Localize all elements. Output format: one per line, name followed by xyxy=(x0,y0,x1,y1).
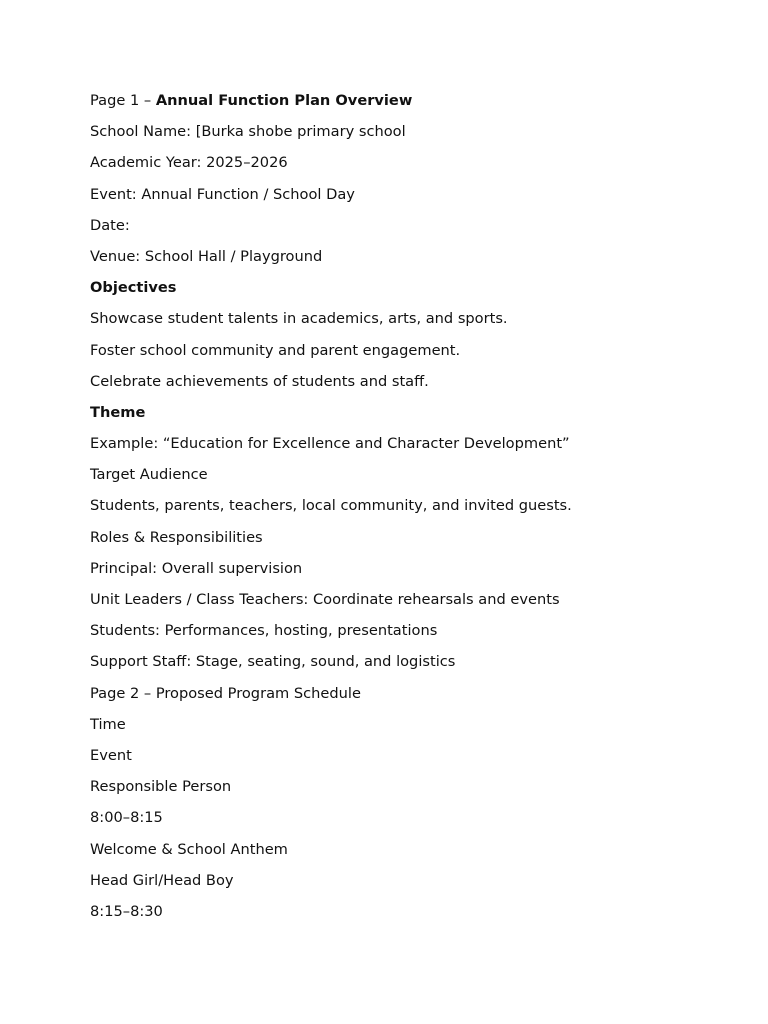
page1-prefix: Page 1 – xyxy=(90,92,156,109)
school-name: School Name: [Burka shobe primary school xyxy=(90,123,406,141)
schedule-header-responsible: Responsible Person xyxy=(90,778,232,796)
academic-year: Academic Year: 2025–2026 xyxy=(90,154,288,172)
objective-item: Celebrate achievements of students and staff. xyxy=(90,372,429,390)
target-audience-heading: Target Audience xyxy=(90,466,208,484)
role-item: Students: Performances, hosting, presentations xyxy=(90,622,438,640)
objective-item: Foster school community and parent engagement. xyxy=(90,341,461,359)
schedule-cell-responsible: Head Girl/Head Boy xyxy=(90,871,234,889)
target-audience-text: Students, parents, teachers, local community, and invited guests. xyxy=(90,497,572,515)
objectives-heading: Objectives xyxy=(90,279,177,297)
role-item: Principal: Overall supervision xyxy=(90,559,303,577)
schedule-cell-event: Welcome & School Anthem xyxy=(90,840,288,858)
page2-title: Page 2 – Proposed Program Schedule xyxy=(90,684,361,702)
objective-item: Showcase student talents in academics, arts, and sports. xyxy=(90,310,508,328)
page1-title: Annual Function Plan Overview xyxy=(155,92,413,109)
theme-heading: Theme xyxy=(90,403,146,421)
theme-example: Example: “Education for Excellence and Character Development” xyxy=(90,435,570,453)
date-line: Date: xyxy=(90,216,130,234)
role-item: Support Staff: Stage, seating, sound, and logistics xyxy=(90,653,456,671)
schedule-header-time: Time xyxy=(90,715,126,733)
schedule-cell-time: 8:15–8:30 xyxy=(90,902,163,920)
page1-heading xyxy=(90,91,708,111)
roles-heading: Roles & Responsibilities xyxy=(90,528,263,546)
role-item: Unit Leaders / Class Teachers: Coordinate rehearsals and events xyxy=(90,591,560,608)
schedule-header-event: Event xyxy=(90,746,132,764)
venue-line: Venue: School Hall / Playground xyxy=(90,247,323,265)
schedule-cell-time: 8:00–8:15 xyxy=(90,809,163,827)
event-line: Event: Annual Function / School Day xyxy=(90,185,355,203)
